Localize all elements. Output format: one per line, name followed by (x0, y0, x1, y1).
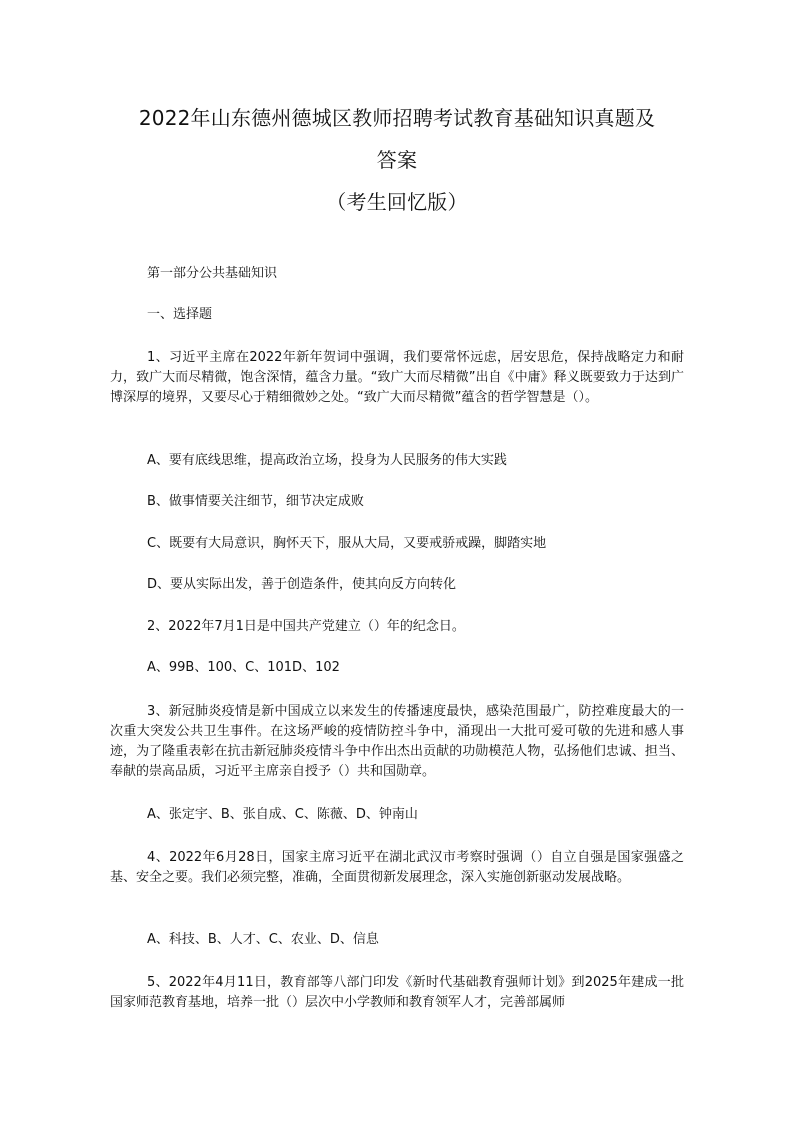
question-1-option-c: C、既要有大局意识，胸怀天下，服从大局，又要戒骄戒躁，脚踏实地 (147, 536, 547, 551)
question-3-options: A、张定宇、B、张自成、C、陈薇、D、钟南山 (147, 807, 418, 822)
question-5-stem: 5、2022年4月11日，教育部等八部门印发《新时代基础教育强师计划》到2025年建成一批国家师范教育基地，培养一批（）层次中小学教师和教育领军人才，完善部属师 (110, 975, 684, 1010)
question-3-stem: 3、新冠肺炎疫情是新中国成立以来发生的传播速度最快，感染范围最广，防控难度最大的一次重大突发公共卫生事件。在这场严峻的疫情防控斗争中，涌现出一大批可爱可敬的先进和感人事迹，为了隆重表彰在抗击新冠肺炎疫情斗争中作出杰出贡献的功勋模范人物，弘扬他们忠诚、担当、奉献的崇高品质，习近平主席亲自授予（）共和国勋章。 (110, 704, 684, 779)
question-2-options: A、99B、100、C、101D、102 (147, 660, 340, 675)
section-heading: 第一部分公共基础知识 (147, 266, 278, 281)
question-2-stem: 2、2022年7月1日是中国共产党建立（）年的纪念日。 (147, 619, 465, 634)
document-subtitle: （考生回忆版） (326, 190, 468, 214)
question-1-option-d: D、要从实际出发，善于创造条件，使其向反方向转化 (147, 577, 457, 592)
question-1-option-a: A、要有底线思维，提高政治立场，投身为人民服务的伟大实践 (147, 453, 507, 468)
question-1-stem: 1、习近平主席在2022年新年贺词中强调，我们要常怀远虑，居安思危，保持战略定力和耐力，致广大而尽精微，饱含深情，蕴含力量。“致广大而尽精微”出自《中庸》释义既要致力于达到广博深厚的境界，又要尽心于精细微妙之处。“致广大而尽精微”蕴含的哲学智慧是（）。 (110, 350, 684, 405)
question-4-stem: 4、2022年6月28日，国家主席习近平在湖北武汉市考察时强调（）自立自强是国家强盛之基、安全之要。我们必须完整，准确，全面贯彻新发展理念，深入实施创新驱动发展战略。 (110, 850, 684, 885)
question-4-options: A、科技、B、人才、C、农业、D、信息 (147, 932, 379, 947)
question-1-option-b: B、做事情要关注细节，细节决定成败 (147, 494, 364, 509)
question-type-heading: 一、选择题 (147, 307, 213, 322)
document-title-line-2: 答案 (376, 148, 418, 172)
document-title-line-1: 2022年山东德州德城区教师招聘考试教育基础知识真题及 (138, 106, 656, 130)
